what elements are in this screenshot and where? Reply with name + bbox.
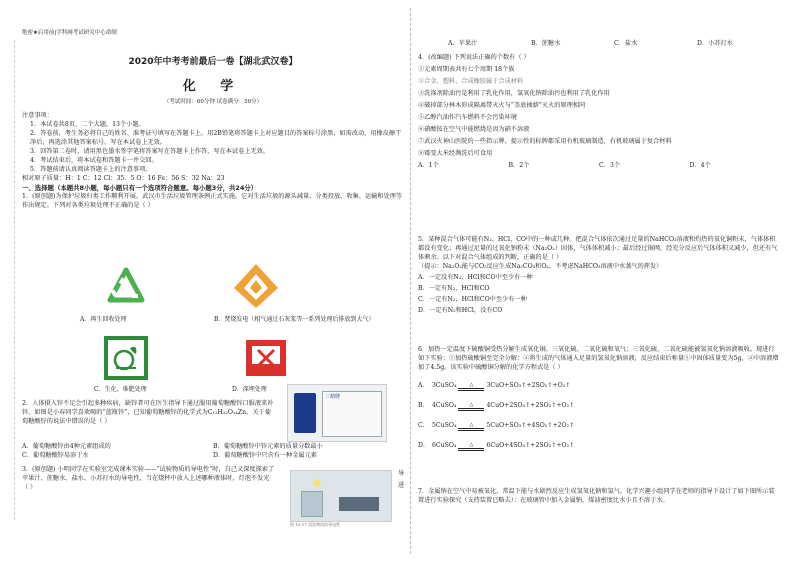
heat-arrow: △: [458, 383, 484, 391]
option-2d: D．葡萄糖酸锌中只含有一种金属元素: [213, 451, 317, 459]
option-2b: B．葡萄糖酸锌中锌元素的质量分数最小: [213, 443, 323, 450]
secret-note: 绝密★启用前|学科网考试研究中心命制: [22, 30, 117, 36]
option-3d: D．小苏打水: [697, 40, 733, 47]
option-4c: C．3个: [599, 161, 621, 169]
product-brand: 三精牌: [325, 394, 341, 400]
option-4b: B．2个: [508, 161, 530, 169]
q4-item: ②合金、塑料、合成橡胶属于合成材料: [418, 77, 524, 85]
option-1d: D．深埋处理: [232, 386, 267, 393]
question-2: 2．人体摄入锌不足会引起多种疾病，缺锌者可在医生指导下通过服用葡萄糖酸锌口服液来补锌，如图是小春同学喜欢喝的“蓝瓶锌”，已知葡萄糖酸锌的化学式为C₁₂H₂₂O₁₄Zn，关于葡萄糖酸锌的说法中错误的是（ ）: [22, 400, 274, 425]
beaker-shape: [301, 491, 323, 517]
question-2-block: [22, 400, 277, 427]
question-4: 4．(改编题) 下列说法正确的个数有（ ）: [418, 54, 530, 61]
question-2-options: [22, 443, 404, 461]
compost-icon: [102, 334, 150, 382]
product-box: [322, 391, 382, 437]
option-4a: A．1个: [418, 161, 439, 169]
option-3a: A．苹果汁: [448, 40, 478, 47]
exam-title: 2020年中考考前最后一卷【湖北武汉卷】: [128, 57, 298, 67]
option-5b: B．一定有N₂、HCl和CO: [418, 284, 490, 292]
question-7-block: [418, 488, 780, 506]
power-supply-shape: [339, 497, 379, 511]
question-1: 1．(原创题)为保护垃圾归类工作顺利开展，武汉市生活垃圾管理条例正式实施。它对生活垃圾的源头减量、分类投放、收集、运输和处理等作出规定。下列对各类垃圾处理不正确的是（ ）: [22, 193, 403, 210]
exam-info: （考试时间：60分钟 试卷满分：50分）: [163, 99, 263, 105]
question-5: 5．某种混合气体可能有N₂、HCl、CO中的一种或几种。把混合气体依次通过足量的NaHCO₃溶液和灼热的氧化铜粉末，气体体积都没有变化；再通过足量的过氧化钠粉末（Na₂O₂）固体，气体体积减小；最后经过铜网，经充分反应后气体体积又减少，但还有气体剩余。以下对混合气体组成的判断，正确的是（ ）: [418, 236, 778, 261]
note-item: 1．本试卷共8页，二个大题，13个小题。: [30, 120, 145, 128]
option-5c: C．一定有N₂，HCl和CO中至少有一种: [418, 295, 527, 303]
note-item: 5．答题前请认真阅读答题卡上的注意事项。: [30, 165, 152, 173]
question-4-block: [418, 54, 780, 171]
heat-arrow: △: [458, 403, 484, 411]
atomic-masses: 相对原子质量：H：1 C：12 Cl：35．5 O：16 Fe：56 S：32 Na：23: [22, 174, 225, 182]
q4-item: ①元素周期表共有七个周期 18个族: [418, 65, 515, 73]
question-3-tail-2: 进: [398, 482, 405, 489]
landfill-icon: [242, 334, 290, 382]
question-6-block: [418, 346, 780, 457]
binding-line: [4, 40, 15, 520]
q4-item: ⑤乙醇汽油作汽车燃料不会污染环境: [418, 113, 517, 121]
section1-title: 一、选择题（本题共8小题，每小题只有一个选项符合题意。每小题3分，共24分）: [22, 183, 258, 192]
q4-item: ⑧霉变大米经淘洗后可食用: [418, 149, 493, 157]
equation-c: C． 5CuSO₄ △ 5CuO+SO₃↑+4SO₂↑+2O₂↑: [418, 421, 575, 430]
recycle-icon: [102, 264, 150, 312]
option-2a: A．葡萄糖酸锌由4种元素组成的: [22, 443, 111, 450]
left-column: [22, 0, 404, 562]
option-3c: C．盐水: [614, 40, 638, 47]
q4-item: ③洗涤剂除油污是利用了乳化作用，氢氧化钠除油污也利用了乳化作用: [418, 89, 610, 97]
q4-item: ⑦武汉火神山医院的一些指示牌，提示性的标牌都采用有机玻璃制造，有机玻璃属于复合材料: [418, 137, 672, 145]
subject-title: 化 学: [182, 79, 244, 94]
incineration-icon: [232, 262, 280, 310]
garbage-icon-grid: [82, 264, 382, 394]
conductivity-photo: [290, 470, 392, 522]
option-5a: A．一定没有N₂，HCl和CO中至少有一种: [418, 273, 533, 281]
note-item: 3．回答第二卷时，请用黑色墨水签字笔将答案写在答题卡上作答，写在本试卷上无效。: [30, 147, 270, 155]
note-item: 4．考试结束后，将本试卷和答题卡一并交回。: [30, 156, 158, 164]
notes-heading: 注意事项：: [22, 112, 53, 119]
option-1b: B．焚烧发电（相气通过石灰浆等一系列处理后排放到大气）: [214, 316, 375, 323]
notes-block: [22, 112, 404, 211]
question-6: 6．加热一定温度下硫酸铜受热分解生成氧化铜、三氧化硫、二氧化硫和氧气；三氧化硫、二氧化硫能被氢氧化钠溶液吸收。现进行如下实验：①加热硫酸铜至完全分解；②将生成的气体通入足量的氢氧化钠溶液，反应结束后称量①中固体质量变为5g，②中溶液增加了4.5g。该实验中硫酸铜分解的化学方程式是（ ）: [418, 346, 779, 371]
note-item: 2．答卷前，考生务必将自己的姓名、准考证号填写在答题卡上。用2B铅笔将答题卡上对应题目的答案标号涂黑，如需改动，用橡皮擦干净后，再选涂其他答案标号。写在本试卷上无效。: [30, 129, 402, 146]
equation-d: D． 6CuSO₄ △ 6CuO+4SO₃↑+2SO₂↑+O₂↑: [418, 441, 575, 450]
equation-a: A． 3CuSO₄ △ 3CuO+SO₃↑+2SO₂↑+O₂↑: [418, 381, 571, 390]
heat-arrow: △: [458, 443, 484, 451]
option-4d: D．4个: [689, 161, 711, 169]
option-3b: B．蔗糖水: [531, 40, 561, 47]
q4-item: ⑥硝酸铵在空气中能燃烧是因为硝不溶液: [418, 125, 530, 133]
q4-item: ④破掉部分林木形成隔离带灭火与“釜底抽薪”灭火的原理相同: [418, 101, 586, 109]
right-column: [418, 0, 780, 562]
question-3: 3．(原创题) 小明同学在实验室完成课本实验——“试验物质的导电性”时，自己又深度探索了苹果汁、蔗糖水、盐水、小苏打水的导电性，当在烧杯中放入上述哪种液体时，灯泡不发光: [22, 466, 275, 482]
equation-b: B． 4CuSO₄ △ 4CuO+2SO₃↑+2SO₂↑+O₂↑: [418, 401, 575, 410]
option-5d: D．一定有N₂和HCl，没有CO: [418, 306, 503, 314]
heat-arrow: △: [458, 423, 484, 431]
option-1a: A．再生回收处理: [80, 316, 127, 323]
question-5-hint: （提示：Na₂O₂能与CO₂反应生成Na₂CO₃和O₂，不考虑NaHCO₃溶液中水蒸气的挥发）: [418, 262, 663, 270]
zinc-product-photo: [287, 384, 387, 442]
question-7: 7．金属钠在空气中易被氧化，常温下能与水剧烈反应生成氢氧化钠和氢气。化学兴趣小组同学在老师的指导下设计了如下图所示装置进行实验探究（支持装置已略去）：在玻璃管中加入金属钠，煤油密度比水小且不溶于水。: [418, 488, 775, 504]
question-3-paren: （ ）: [22, 483, 37, 491]
question-3-block: [22, 466, 277, 493]
bottle-shape: [294, 393, 316, 433]
option-2c: C．葡萄糖酸锌易溶于水: [22, 451, 89, 459]
question-3-options: [418, 40, 780, 49]
question-3-tail-1: 导: [398, 470, 405, 477]
photo-caption: 图 10-17 试验物质的导电性: [290, 522, 341, 527]
bulb-shape: [313, 479, 321, 487]
question-5-block: [418, 236, 780, 316]
column-divider: [410, 8, 411, 554]
option-1c: C．生化、堆肥处理: [94, 386, 147, 393]
